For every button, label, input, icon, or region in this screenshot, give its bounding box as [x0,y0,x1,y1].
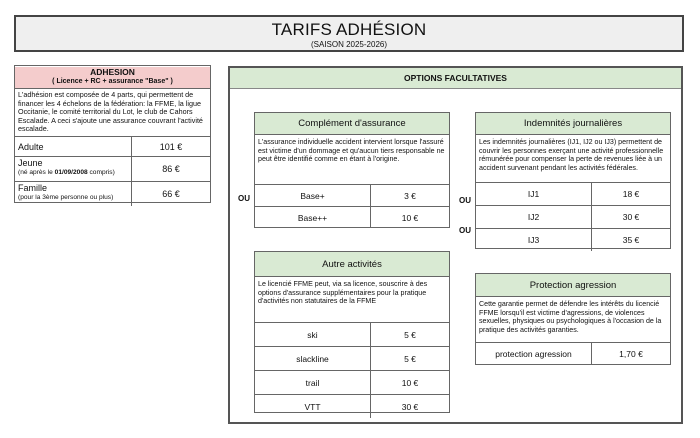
row-label-cell [15,157,132,181]
row-price: 101 € [159,141,183,152]
table-row [255,371,449,395]
row-note: (pour la 3ème personne ou plus) [18,194,114,201]
row-label: Jeune [18,158,43,168]
row-price: 10 € [401,377,419,388]
row-label: Base+ [255,185,371,206]
row-price: 5 € [404,329,416,340]
adhesion-description: L'adhésion est composée de 4 parts, qui permettent de financer les 4 échelons de la fédération: la FFME, la ligue Occitanie, le comité territorial du Lot, le club de Cahors Escalade. A ceci s'ajoute une assurance couvrant l'activité escalade. [15,89,210,137]
table-row [255,185,449,207]
note-date: 01/09/2008 [54,169,88,176]
adhesion-subtitle: ( Licence + RC + assurance "Base" ) [52,78,173,85]
table-row [255,207,449,228]
row-label: slackline [255,347,371,370]
protection-card [475,273,671,365]
indemnites-title: Indemnités journalières [476,113,670,135]
ou-label: OU [238,194,250,203]
options-title: OPTIONS FACULTATIVES [230,68,681,89]
table-row [476,343,670,365]
row-label: protection agression [476,343,592,365]
table-row [255,395,449,418]
row-label: Base++ [255,207,371,228]
autres-card [254,251,450,413]
row-price: 3 € [404,190,416,201]
protection-title: Protection agression [476,274,670,297]
row-price: 66 € [162,189,180,199]
table-row [476,183,670,206]
indemnites-description: Les indemnités journalières (IJ1, IJ2 ou IJ3) permettent de couvrir les personnes exerçant une activité professionnelle rémunérée pour compenser la perte de revenues liée à un accident survenant pendant les activités fédérales. [476,135,670,183]
table-row [476,229,670,251]
row-label: IJ1 [476,183,592,205]
complement-description: L'assurance individuelle accident intervient lorsque l'assuré est victime d'un dommage et qu'aucun tiers responsable ne peut être identifié comme en étant à l'origine. [255,135,449,185]
table-row [15,157,210,182]
row-label: Adulte [15,137,132,156]
row-label-cell [15,182,132,206]
table-row [15,182,210,206]
protection-description: Cette garantie permet de défendre les intérêts du licencié FFME lorsqu'il est victime d'agressions, de violences sexuelles, physiques ou psychologiques à l'occasion de la pratique des activités garanties. [476,297,670,343]
row-price: 18 € [622,189,640,199]
row-price: 30 € [401,401,419,412]
table-row [255,323,449,347]
indemnites-card [475,112,671,249]
note-suffix: compris) [87,169,115,176]
adhesion-table [14,65,211,203]
autres-title: Autre activités [255,252,449,277]
row-price: 30 € [622,212,640,222]
row-label: IJ2 [476,206,592,228]
row-note [18,169,128,177]
row-label: ski [255,323,371,346]
row-price: 86 € [162,164,180,174]
autres-description: Le licencié FFME peut, via sa licence, souscrire à des options d'assurance supplémentaires pour la pratique d'activités non statutaires de la FFME [255,277,449,323]
row-label: trail [255,371,371,394]
page-title: TARIFS ADHÉSION [271,20,427,39]
row-price: 10 € [401,212,419,223]
note-prefix: (né après le [18,169,55,176]
row-price: 35 € [622,235,640,245]
adhesion-header [15,67,210,89]
complement-title: Complément d'assurance [255,113,449,135]
table-row [15,137,210,157]
title-banner [14,15,684,52]
ou-label: OU [459,196,471,205]
ou-label: OU [459,226,471,235]
row-label: IJ3 [476,229,592,251]
row-price: 1,70 € [619,349,643,359]
row-label: VTT [255,395,371,418]
complement-card [254,112,450,228]
adhesion-title: ADHESION [90,67,135,77]
table-row [476,206,670,229]
table-row [255,347,449,371]
row-price: 5 € [404,353,416,364]
row-label: Famille [18,183,48,193]
page-subtitle: (SAISON 2025-2026) [310,40,388,49]
